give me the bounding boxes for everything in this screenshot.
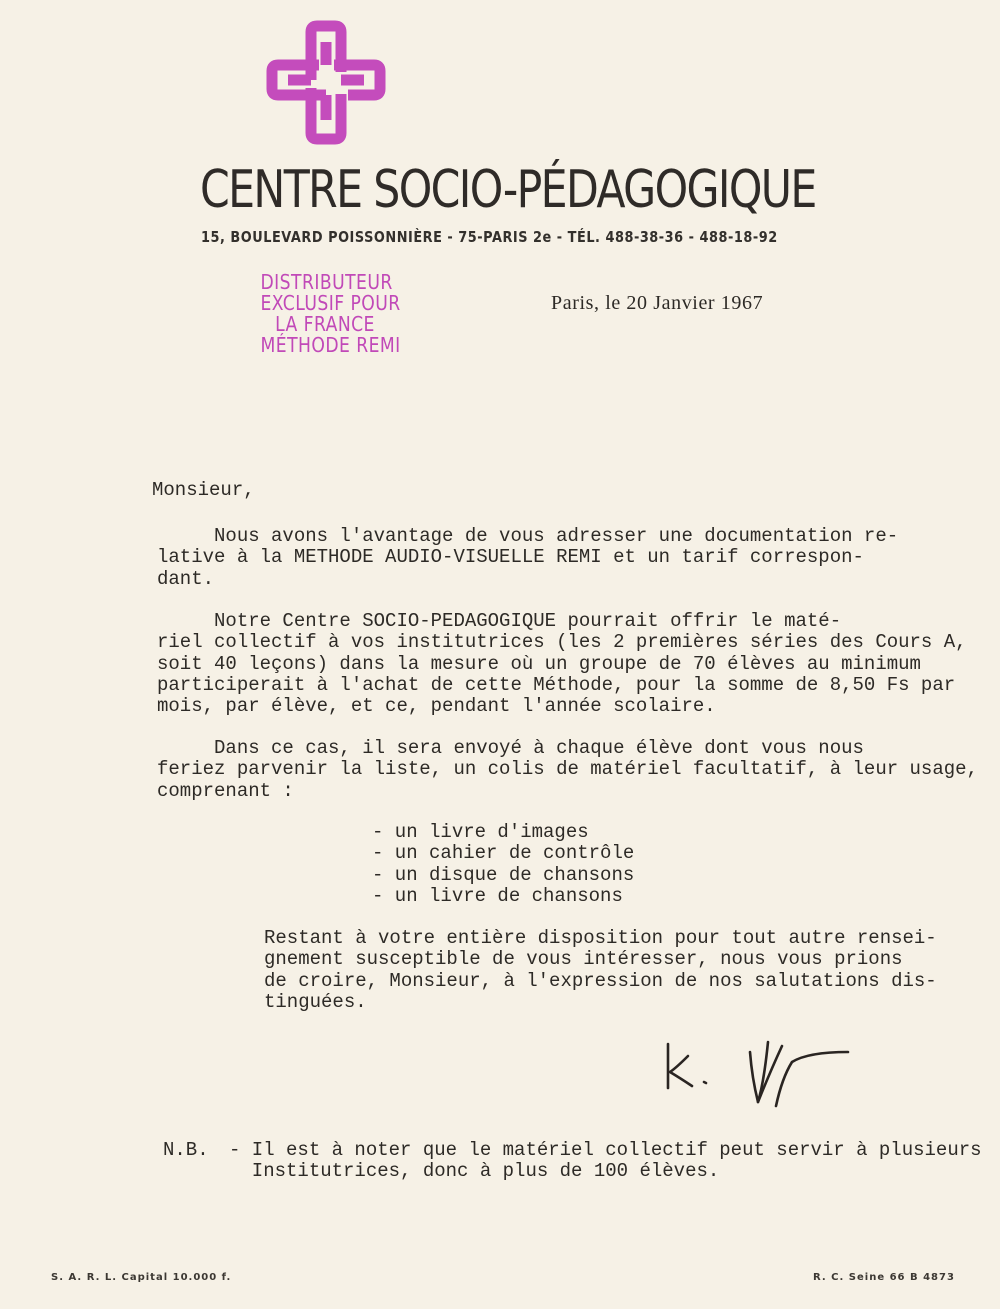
paragraph-line: feriez parvenir la liste, un colis de matériel facultatif, à leur usage, — [157, 758, 978, 781]
organization-address: 15, BOULEVARD POISSONNIÈRE - 75-PARIS 2e - TÉL. 488-38-36 - 488-18-92 — [201, 228, 778, 246]
list-item: - un disque de chansons — [372, 863, 635, 886]
paragraph-line: soit 40 leçons) dans la mesure où un groupe de 70 élèves au minimum — [157, 652, 921, 675]
list-item: - un livre de chansons — [372, 884, 623, 907]
stamp-line: EXCLUSIF POUR — [260, 291, 401, 315]
paragraph-offer — [157, 611, 967, 717]
stamp-line: MÉTHODE REMI — [260, 333, 401, 357]
paragraph-shipment — [157, 738, 978, 802]
paragraph-documentation — [157, 526, 898, 590]
nb-line: - Il est à noter que le matériel collectif peut servir à plusieurs — [229, 1139, 982, 1161]
distributor-stamp — [260, 270, 401, 357]
salutation: Monsieur, — [152, 479, 255, 501]
nb-line: Institutrices, donc à plus de 100 élèves. — [229, 1160, 720, 1183]
handwritten-signature — [658, 1022, 858, 1114]
paragraph-line: Notre Centre SOCIO-PEDAGOGIQUE pourrait offrir le maté- — [157, 610, 842, 632]
paragraph-line: tinguées. — [264, 990, 367, 1013]
interlaced-cross-logo-icon — [266, 20, 386, 145]
letter-date: Paris, le 20 Janvier 1967 — [551, 292, 764, 314]
footer-company-capital: S. A. R. L. Capital 10.000 f. — [51, 1272, 232, 1283]
list-item: - un cahier de contrôle — [372, 842, 635, 865]
list-item: - un livre d'images — [372, 821, 589, 843]
paragraph-line: de croire, Monsieur, à l'expression de nos salutations dis- — [264, 969, 937, 992]
paragraph-line: riel collectif à vos institutrices (les 2 premières séries des Cours A, — [157, 631, 967, 654]
paragraph-line: mois, par élève, et ce, pendant l'année scolaire. — [157, 695, 716, 718]
stamp-line: LA FRANCE — [275, 312, 375, 336]
paragraph-line: gnement susceptible de vous intéresser, nous vous prions — [264, 948, 903, 971]
paragraph-closing — [264, 928, 937, 1013]
nb-label: N.B. — [163, 1139, 209, 1161]
paragraph-line: dant. — [157, 567, 215, 590]
footer-registration: R. C. Seine 66 B 4873 — [813, 1272, 955, 1283]
paragraph-line: Restant à votre entière disposition pour tout autre rensei- — [264, 927, 937, 949]
organization-name: CENTRE SOCIO-PÉDAGOGIQUE — [200, 160, 816, 220]
paragraph-line: Dans ce cas, il sera envoyé à chaque élève dont vous nous — [157, 737, 864, 759]
paragraph-line: comprenant : — [157, 779, 294, 802]
paragraph-line: Nous avons l'avantage de vous adresser une documentation re- — [157, 525, 899, 547]
paragraph-line: participerait à l'achat de cette Méthode, pour la somme de 8,50 Fs par — [157, 673, 956, 696]
stamp-line: DISTRIBUTEUR — [260, 270, 393, 294]
nb-text — [229, 1140, 982, 1183]
materials-list — [372, 822, 634, 907]
paragraph-line: lative à la METHODE AUDIO-VISUELLE REMI et un tarif correspon- — [157, 546, 864, 569]
